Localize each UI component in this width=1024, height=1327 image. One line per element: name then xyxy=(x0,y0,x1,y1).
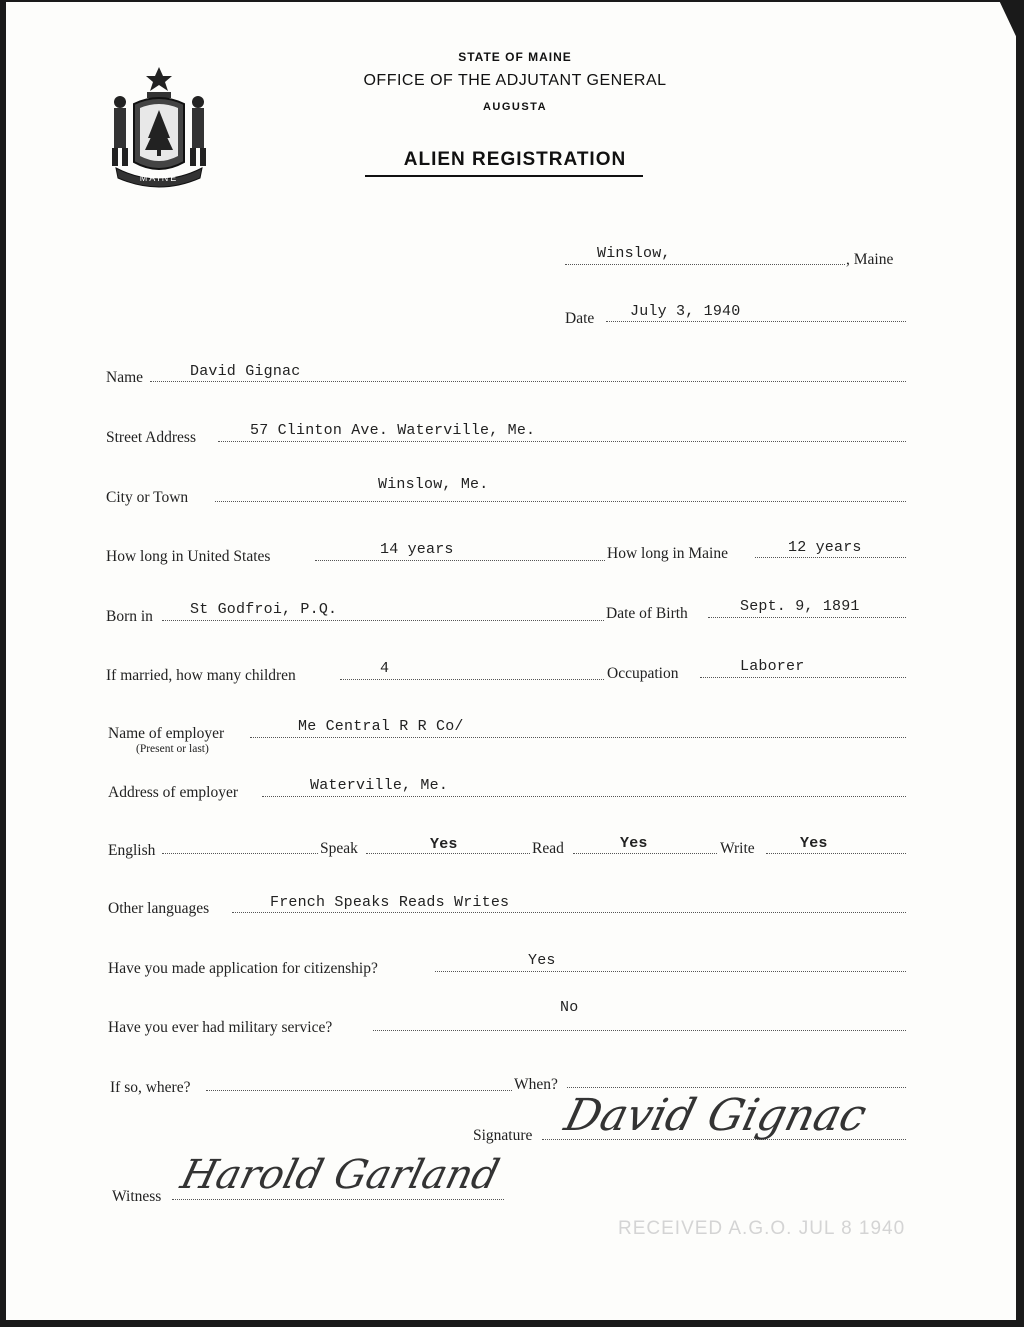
speak-value[interactable]: Yes xyxy=(430,836,458,853)
maine-duration-label: How long in Maine xyxy=(607,545,728,562)
read-value[interactable]: Yes xyxy=(620,835,648,852)
when-label: When? xyxy=(514,1076,558,1093)
citizenship-value[interactable]: Yes xyxy=(528,952,556,969)
birthplace-value[interactable]: St Godfroi, P.Q. xyxy=(190,601,338,618)
name-label: Name xyxy=(106,369,144,386)
children-value[interactable]: 4 xyxy=(380,660,390,677)
military-value[interactable]: No xyxy=(560,999,579,1016)
name-value[interactable]: David Gignac xyxy=(190,363,301,380)
received-stamp: RECEIVED A.G.O. JUL 8 1940 xyxy=(618,1218,906,1239)
seal-banner-text: MAINE xyxy=(139,173,179,183)
city-label: City or Town xyxy=(106,489,189,506)
english-label: English xyxy=(108,842,156,859)
occupation-label: Occupation xyxy=(607,665,679,682)
employer-value[interactable]: Me Central R R Co/ xyxy=(298,718,464,735)
location-value[interactable]: Winslow, xyxy=(597,245,671,262)
other-languages-value[interactable]: French Speaks Reads Writes xyxy=(270,894,510,911)
signature-label: Signature xyxy=(473,1127,533,1144)
street-address-label: Street Address xyxy=(106,429,196,446)
employer-address-value[interactable]: Waterville, Me. xyxy=(310,777,449,794)
citizenship-label: Have you made application for citizenship? xyxy=(108,960,378,977)
city-heading: AUGUSTA xyxy=(482,101,548,113)
speak-label: Speak xyxy=(320,840,358,857)
office-heading: OFFICE OF THE ADJUTANT GENERAL xyxy=(363,72,667,89)
date-value[interactable]: July 3, 1940 xyxy=(630,303,741,320)
dob-label: Date of Birth xyxy=(606,605,688,622)
applicant-signature[interactable]: David Gignac xyxy=(559,1090,872,1141)
location-suffix: , Maine xyxy=(846,251,894,268)
title-underline xyxy=(365,175,643,177)
other-languages-label: Other languages xyxy=(108,900,210,917)
registration-form xyxy=(6,2,1016,1320)
maine-state-seal xyxy=(104,64,214,188)
children-label: If married, how many children xyxy=(106,667,296,684)
employer-address-label: Address of employer xyxy=(108,784,238,801)
us-duration-value[interactable]: 14 years xyxy=(380,541,454,558)
dob-value[interactable]: Sept. 9, 1891 xyxy=(740,598,860,615)
us-duration-label: How long in United States xyxy=(106,548,271,565)
state-heading: STATE OF MAINE xyxy=(458,50,572,64)
write-value[interactable]: Yes xyxy=(800,835,828,852)
city-value[interactable]: Winslow, Me. xyxy=(378,476,489,493)
write-label: Write xyxy=(720,840,755,857)
occupation-value[interactable]: Laborer xyxy=(740,658,805,675)
form-title: ALIEN REGISTRATION xyxy=(403,149,627,170)
military-label: Have you ever had military service? xyxy=(108,1019,333,1036)
read-label: Read xyxy=(532,840,564,857)
witness-signature[interactable]: Harold Garland xyxy=(176,1152,504,1198)
date-label: Date xyxy=(565,310,595,327)
birthplace-label: Born in xyxy=(106,608,153,625)
maine-duration-value[interactable]: 12 years xyxy=(788,539,862,556)
employer-sublabel: (Present or last) xyxy=(136,743,209,755)
witness-label: Witness xyxy=(112,1188,162,1205)
where-label: If so, where? xyxy=(110,1079,191,1096)
employer-label: Name of employer xyxy=(108,725,225,742)
street-address-value[interactable]: 57 Clinton Ave. Waterville, Me. xyxy=(250,422,536,439)
